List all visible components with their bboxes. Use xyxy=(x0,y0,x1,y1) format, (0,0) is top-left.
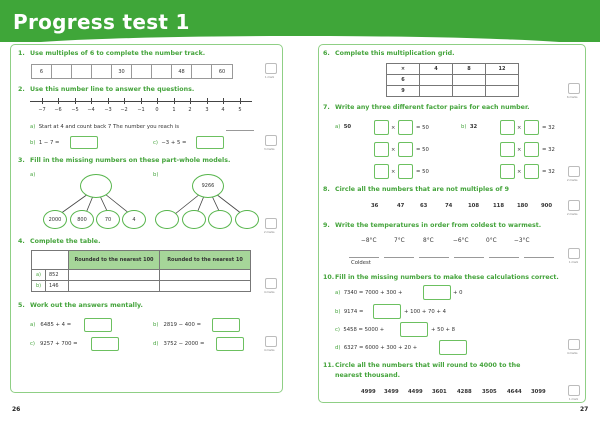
answer-line[interactable] xyxy=(419,257,449,258)
track-cell: 6 xyxy=(32,65,52,78)
page-title: Progress test 1 xyxy=(13,10,190,34)
answer-box-q5b[interactable] xyxy=(212,318,240,332)
temperature: 8°C xyxy=(423,238,434,244)
factor-box[interactable] xyxy=(500,120,515,135)
factor-box[interactable] xyxy=(524,142,539,157)
answer-box-q5a[interactable] xyxy=(84,318,112,332)
tick-label: −6 xyxy=(54,107,62,113)
circle-number[interactable]: 4288 xyxy=(457,389,472,395)
temperature: −6°C xyxy=(453,238,469,244)
q10b: b) 9174 = xyxy=(335,309,364,315)
page-number-right: 27 xyxy=(580,406,589,413)
q10b-post: + 100 + 70 + 4 xyxy=(404,309,446,315)
circle-number[interactable]: 900 xyxy=(541,203,553,209)
circle-number[interactable]: 180 xyxy=(517,203,529,209)
part-circle-q3a: 2000 xyxy=(43,210,67,229)
q7a-label: a) 50 xyxy=(335,124,352,130)
part-circle-q3a: 800 xyxy=(70,210,94,229)
circle-number[interactable]: 63 xyxy=(420,203,428,209)
circle-number[interactable]: 4499 xyxy=(408,389,423,395)
answer-cell[interactable] xyxy=(420,86,453,97)
q10c: c) 5458 = 5000 + xyxy=(335,327,385,333)
table-row: b) 146 xyxy=(32,281,251,292)
temperature: −8°C xyxy=(361,238,377,244)
factor-box[interactable] xyxy=(398,120,413,135)
q10d: d) 6327 = 6000 + 300 + 20 + xyxy=(335,345,418,351)
marks-box-q10[interactable] xyxy=(568,339,580,350)
marks-box-q4[interactable] xyxy=(265,278,277,289)
marks-label-q2: 3 marks xyxy=(264,148,275,151)
times-sign: × xyxy=(517,169,522,175)
question-6-heading: 6. Complete this multiplication grid. xyxy=(323,50,455,57)
times-sign: × xyxy=(391,147,396,153)
factor-box[interactable] xyxy=(500,164,515,179)
part-circle-q3b[interactable] xyxy=(155,210,179,229)
factor-box[interactable] xyxy=(374,120,389,135)
times-sign: × xyxy=(517,125,522,131)
whole-circle-q3a[interactable] xyxy=(80,174,112,198)
question-9-heading: 9. Write the temperatures in order from coldest to warmest. xyxy=(323,222,542,229)
question-11-heading-line2: nearest thousand. xyxy=(335,372,401,379)
q2c: c) −3 + 5 = xyxy=(153,140,187,146)
answer-box-q10d[interactable] xyxy=(439,340,467,355)
factor-box[interactable] xyxy=(524,164,539,179)
marks-box-q6[interactable] xyxy=(568,83,580,94)
tick-label: 2 xyxy=(188,107,192,113)
marks-label-q5: 4 marks xyxy=(264,349,275,352)
answer-box-q5d[interactable] xyxy=(216,337,244,351)
q5d: d) 3752 − 2000 = xyxy=(153,341,205,347)
part-circle-q3b[interactable] xyxy=(182,210,206,229)
factor-box[interactable] xyxy=(398,142,413,157)
tick-label: 0 xyxy=(155,107,159,113)
table-row: a) 852 xyxy=(32,270,251,281)
table-header: Rounded to the nearest 10 xyxy=(160,251,251,270)
tick-label: −2 xyxy=(120,107,128,113)
equals-text: = 50 xyxy=(416,147,429,153)
question-4-heading: 4. Complete the table. xyxy=(18,238,101,245)
marks-label-q6: 6 marks xyxy=(567,96,578,99)
circle-number[interactable]: 36 xyxy=(371,203,379,209)
temperature: −3°C xyxy=(514,238,530,244)
marks-label-q1: 1 mark xyxy=(265,76,275,79)
answer-cell[interactable] xyxy=(69,281,160,292)
circle-number[interactable]: 74 xyxy=(445,203,453,209)
equals-text: = 32 xyxy=(542,169,555,175)
circle-number[interactable]: 118 xyxy=(493,203,505,209)
circle-number[interactable]: 3099 xyxy=(531,389,546,395)
circle-number[interactable]: 4644 xyxy=(507,389,522,395)
marks-box-q9[interactable] xyxy=(568,248,580,259)
times-sign: × xyxy=(391,125,396,131)
answer-cell[interactable] xyxy=(420,75,453,86)
marks-label-q9: 1 mark xyxy=(569,261,579,264)
equals-text: = 32 xyxy=(542,125,555,131)
part-circle-q3b[interactable] xyxy=(208,210,232,229)
factor-box[interactable] xyxy=(500,142,515,157)
marks-box-q5[interactable] xyxy=(265,336,277,347)
factor-box[interactable] xyxy=(398,164,413,179)
part-circle-q3b[interactable] xyxy=(235,210,259,229)
question-3-heading: 3. Fill in the missing numbers on these part-whole models. xyxy=(18,157,231,164)
equals-text: = 50 xyxy=(416,169,429,175)
marks-label-q3: 2 marks xyxy=(264,231,275,234)
table-row: 6 xyxy=(387,75,519,86)
coldest-label: Coldest xyxy=(351,260,371,266)
marks-box-q8[interactable] xyxy=(568,200,580,211)
answer-box-q10b[interactable] xyxy=(373,304,401,319)
factor-box[interactable] xyxy=(374,164,389,179)
tick-label: 5 xyxy=(238,107,242,113)
question-5-heading: 5. Work out the answers mentally. xyxy=(18,302,143,309)
circle-number[interactable]: 108 xyxy=(468,203,480,209)
answer-cell[interactable] xyxy=(453,86,486,97)
question-11-heading: 11.Circle all the numbers that will round to 4000 to the xyxy=(323,362,521,369)
factor-box[interactable] xyxy=(374,142,389,157)
answer-cell[interactable] xyxy=(160,281,251,292)
q2b: b) 1 − 7 = xyxy=(30,140,60,146)
table-row: 9 xyxy=(387,86,519,97)
answer-line[interactable] xyxy=(384,257,414,258)
multiplication-grid: × 4 8 12 6 9 xyxy=(386,63,519,97)
q10c-post: + 50 + 8 xyxy=(431,327,456,333)
times-sign: × xyxy=(391,169,396,175)
part-whole-connectors xyxy=(0,0,300,240)
q5b: b) 2819 − 400 = xyxy=(153,322,202,328)
tick-label: −5 xyxy=(71,107,79,113)
equals-text: = 32 xyxy=(542,147,555,153)
tick-label: −7 xyxy=(38,107,46,113)
marks-label-q4: 4 marks xyxy=(264,291,275,294)
temperature: 7°C xyxy=(394,238,405,244)
answer-cell[interactable] xyxy=(453,75,486,86)
table-header: Rounded to the nearest 100 xyxy=(69,251,160,270)
track-cell: 60 xyxy=(218,68,226,75)
q10a-post: + 0 xyxy=(453,290,463,296)
q3a-label: a) xyxy=(30,172,36,178)
question-8-heading: 8. Circle all the numbers that are not multiples of 9 xyxy=(323,186,509,193)
track-cell: 30 xyxy=(112,65,132,78)
times-sign: × xyxy=(517,147,522,153)
tick-label: −4 xyxy=(87,107,95,113)
question-1-heading: 1. Use multiples of 6 to complete the number track. xyxy=(18,50,206,57)
tick-label: −3 xyxy=(104,107,112,113)
tick-label: 4 xyxy=(221,107,225,113)
circle-number[interactable]: 4999 xyxy=(361,389,376,395)
marks-box-q11[interactable] xyxy=(568,385,580,396)
q5c: c) 9257 + 700 = xyxy=(30,341,78,347)
q7b-label: b) 32 xyxy=(461,124,478,130)
answer-box-q5c[interactable] xyxy=(91,337,119,351)
q5a: a) 6485 + 4 = xyxy=(30,322,72,328)
question-7-heading: 7. Write any three different factor pairs for each number. xyxy=(323,104,530,111)
track-cell: 48 xyxy=(172,65,192,78)
tick-label: 1 xyxy=(172,107,176,113)
marks-box-q7[interactable] xyxy=(568,166,580,177)
marks-label-q7: 2 marks xyxy=(567,179,578,182)
whole-circle-q3b: 9266 xyxy=(192,174,224,198)
question-10-heading: 10.Fill in the missing numbers to make these calculations correct. xyxy=(323,274,559,281)
answer-line[interactable] xyxy=(454,257,484,258)
question-2-heading: 2. Use this number line to answer the questions. xyxy=(18,86,195,93)
tick-label: 3 xyxy=(205,107,209,113)
q3b-label: b) xyxy=(153,172,159,178)
tick-label: −1 xyxy=(137,107,145,113)
equals-text: = 50 xyxy=(416,125,429,131)
marks-label-q10: 4 marks xyxy=(567,352,578,355)
answer-cell[interactable] xyxy=(69,270,160,281)
part-circle-q3a: 70 xyxy=(96,210,120,229)
answer-cell[interactable] xyxy=(160,270,251,281)
answer-cell[interactable] xyxy=(486,75,519,86)
circle-number[interactable]: 47 xyxy=(397,203,405,209)
circle-number[interactable]: 3505 xyxy=(482,389,497,395)
answer-box-q10a[interactable] xyxy=(423,285,451,300)
temperature: 0°C xyxy=(486,238,497,244)
answer-box-q10c[interactable] xyxy=(400,322,428,337)
answer-line[interactable] xyxy=(489,257,519,258)
answer-cell[interactable] xyxy=(486,86,519,97)
circle-number[interactable]: 3499 xyxy=(384,389,399,395)
marks-label-q8: 2 marks xyxy=(567,213,578,216)
marks-label-q11: 1 mark xyxy=(569,398,579,401)
answer-line[interactable] xyxy=(524,257,554,258)
page-number-left: 26 xyxy=(12,406,21,413)
marks-box-q3[interactable] xyxy=(265,218,277,229)
part-circle-q3a: 4 xyxy=(122,210,146,229)
q10a: a) 7340 = 7000 + 300 + xyxy=(335,290,403,296)
q2a: a) Start at 4 and count back 7 The number you reach is xyxy=(30,124,180,130)
circle-number[interactable]: 3601 xyxy=(432,389,447,395)
rounding-table xyxy=(31,250,251,292)
factor-box[interactable] xyxy=(524,120,539,135)
answer-line[interactable] xyxy=(349,257,379,258)
